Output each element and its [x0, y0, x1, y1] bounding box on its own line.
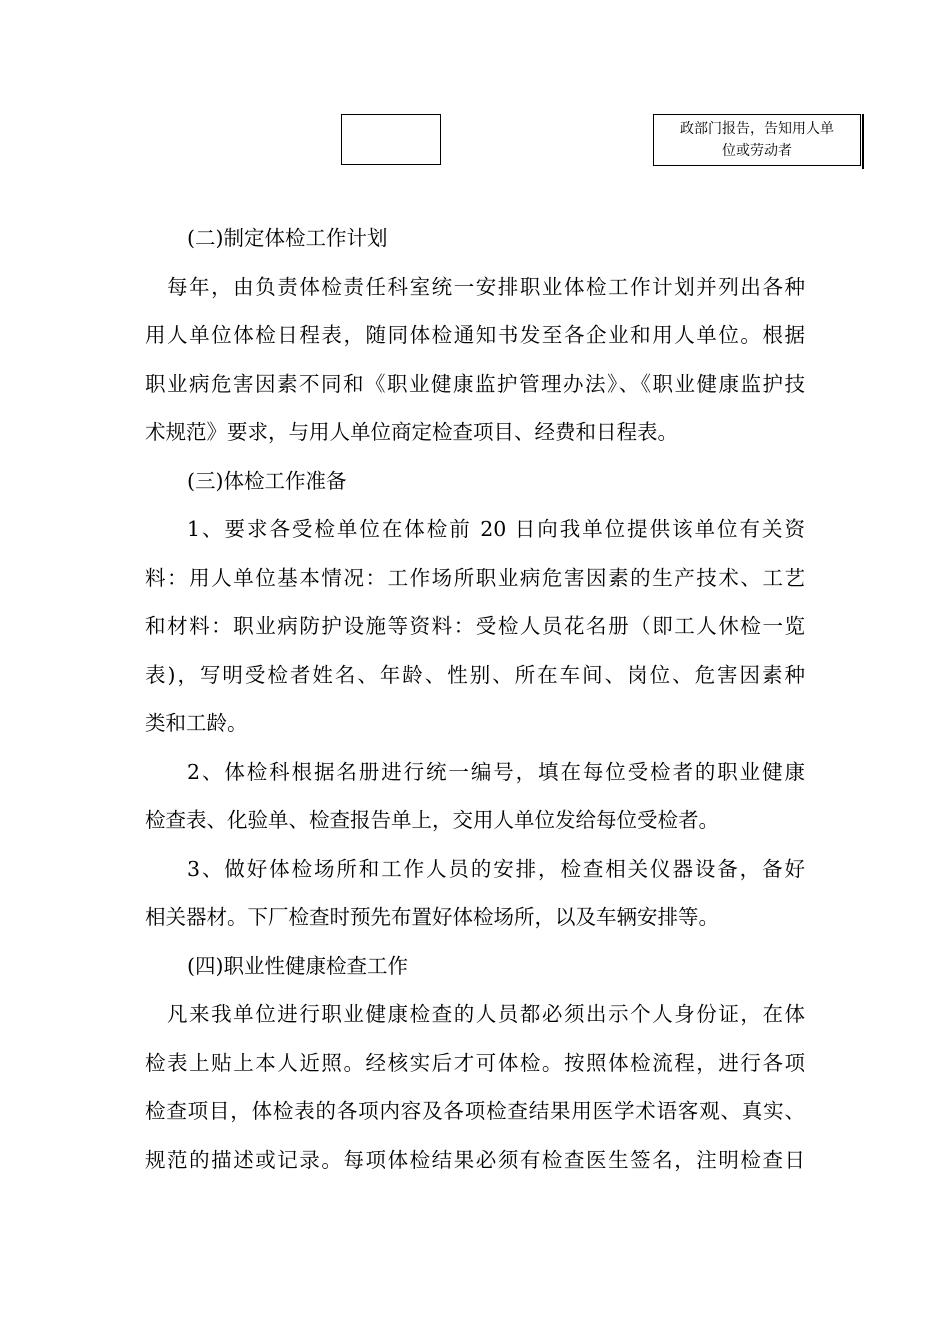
- paragraph-line: 每年，由负责体检责任科室统一安排职业体检工作计划并列出各种: [167, 274, 805, 299]
- paragraph-line: 3、做好体检场所和工作人员的安排，检查相关仪器设备，备好: [187, 856, 805, 881]
- section-heading-2: (二)制定体检工作计划: [187, 226, 388, 250]
- section-heading-3: (三)体检工作准备: [187, 468, 347, 493]
- flowchart-empty-box: [341, 114, 441, 165]
- paragraph-line: 检表上贴上本人近照。经核实后才可体检。按照体检流程，进行各项: [145, 1050, 805, 1075]
- paragraph-line: 规范的描述或记录。每项体检结果必须有检查医生签名，注明检查日: [145, 1147, 805, 1172]
- section-heading-4: (四)职业性健康检查工作: [187, 953, 408, 978]
- flowchart-note-box: [653, 114, 861, 166]
- document-body: [145, 221, 805, 1191]
- paragraph-line: 检查表、化验单、检查报告单上，交用人单位发给每位受检者。: [145, 808, 719, 832]
- paragraph-line: 术规范》要求，与用人单位商定检查项目、经费和日程表。: [145, 420, 678, 444]
- paragraph-line: 相关器材。下厂检查时预先布置好体检场所，以及车辆安排等。: [145, 905, 719, 929]
- paragraph-line: 1、要求各受检单位在体检前 20 日向我单位提供该单位有关资: [187, 517, 805, 541]
- note-box-line-1: 政部门报告，告知用人单: [680, 121, 834, 137]
- paragraph-line: 2、体检科根据名册进行统一编号，填在每位受检者的职业健康: [187, 759, 805, 784]
- paragraph-line: 凡来我单位进行职业健康检查的人员都必须出示个人身份证，在体: [167, 1002, 805, 1026]
- paragraph-line: 料：用人单位基本情况：工作场所职业病危害因素的生产技术、工艺: [145, 565, 805, 590]
- paragraph-line: 表)，写明受检者姓名、年龄、性别、所在车间、岗位、危害因素种: [145, 662, 805, 687]
- paragraph-line: 检查项目，体检表的各项内容及各项检查结果用医学术语客观、真实、: [145, 1099, 805, 1123]
- paragraph-line: 和材料：职业病防护设施等资料：受检人员花名册（即工人休检一览: [145, 614, 805, 638]
- note-box-line-2: 位或劳动者: [722, 143, 792, 159]
- paragraph-line: 用人单位体检日程表，随同体检通知书发至各企业和用人单位。根据: [145, 323, 805, 347]
- paragraph-line: 职业病危害因素不同和《职业健康监护管理办法》、《职业健康监护技: [145, 371, 805, 396]
- paragraph-line: 类和工龄。: [145, 711, 248, 735]
- note-box-edge: [862, 114, 864, 169]
